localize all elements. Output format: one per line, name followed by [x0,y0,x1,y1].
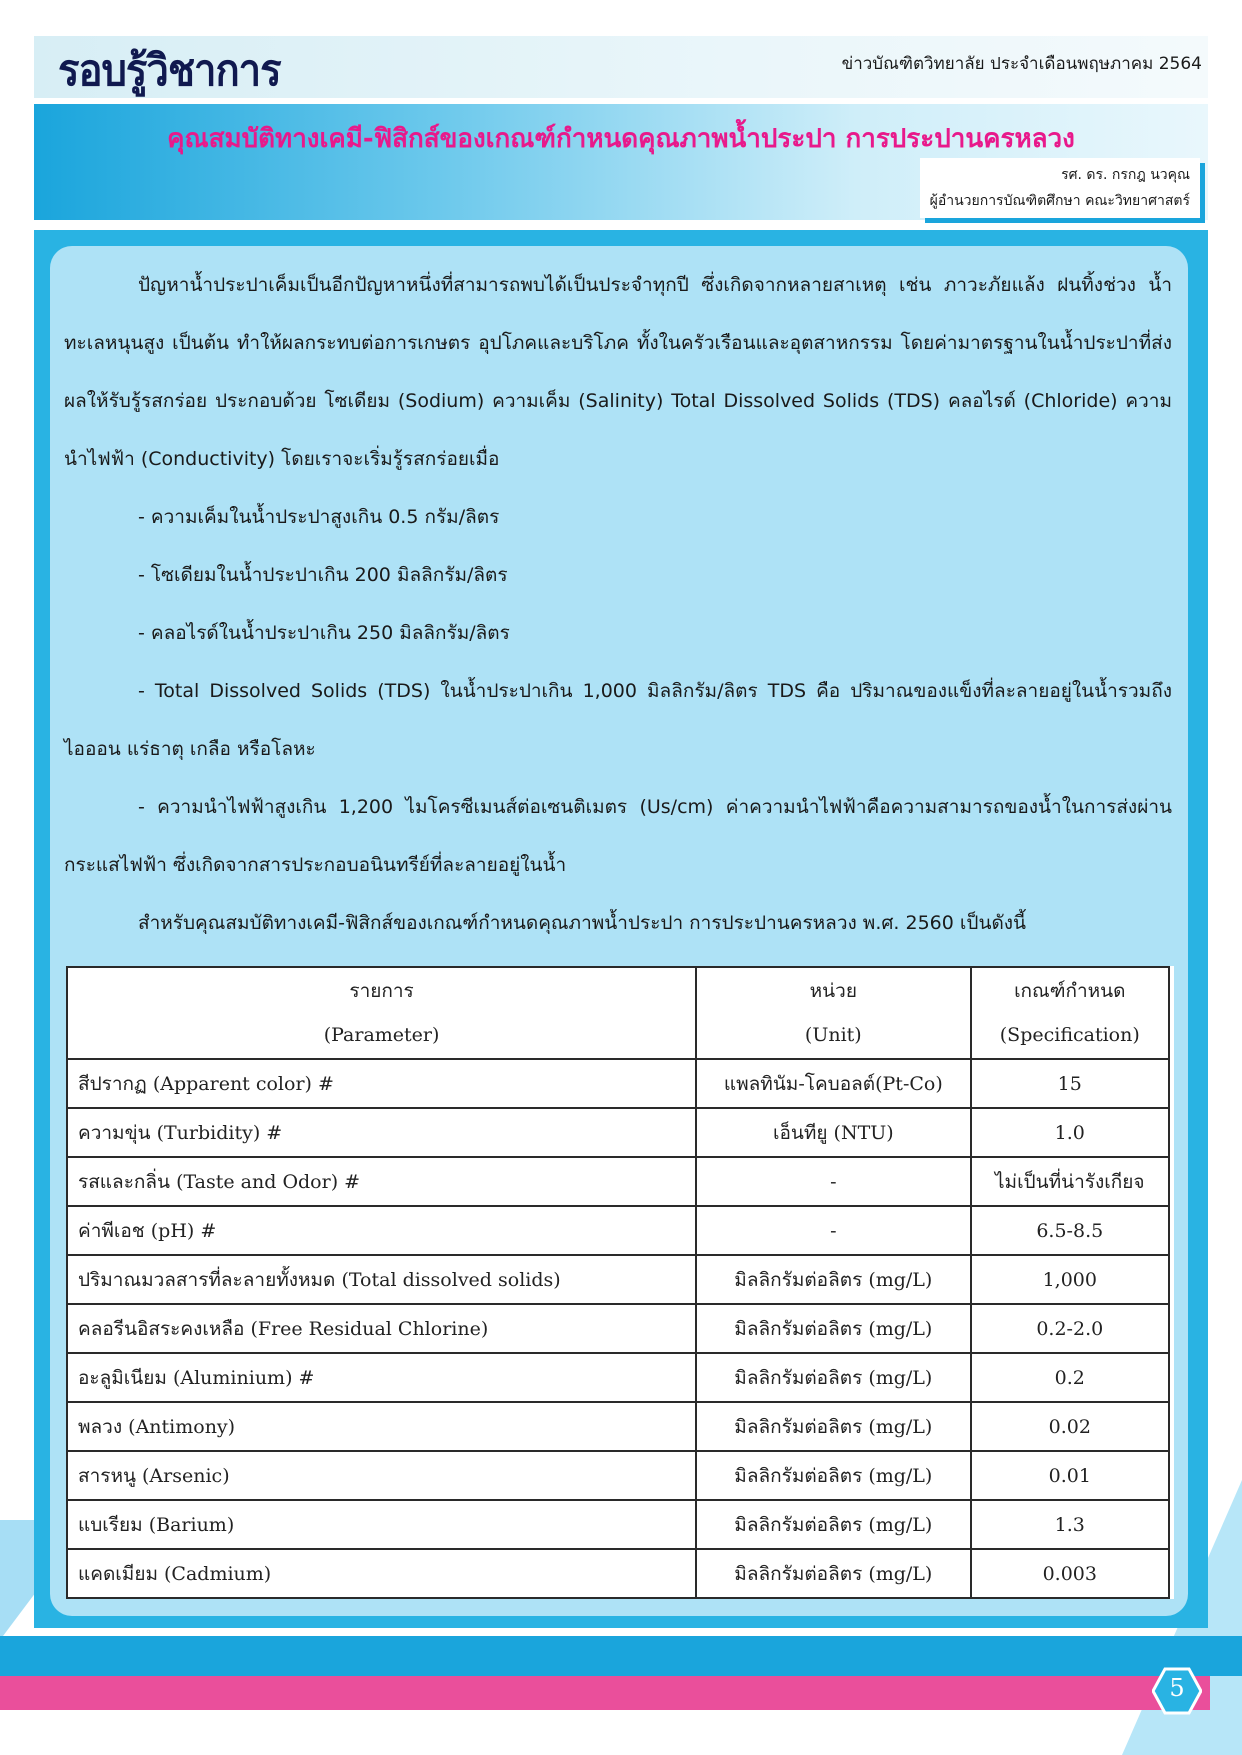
cell-parameter: สารหนู (Arsenic) [67,1451,696,1500]
table-header-row [67,967,1169,1059]
intro-paragraph: ปัญหาน้ำประปาเค็มเป็นอีกปัญหาหนึ่งที่สามารถพบได้เป็นประจำทุกปี ซึ่งเกิดจากหลายสาเหตุ เช่น ภาวะภัยแล้ง ฝนทิ้งช่วง น้ำทะเลหนุนสูง เป็นต้น ทำให้ผลกระทบต่อการเกษตร อุปโภคและบริโภค ทั้งในครัวเรือนและอุตสาหกรรม โดยค่ามาตรฐานในน้ำประปาที่ส่งผลให้รับรู้รสกร่อย ประกอบด้วย โซเดียม (Sodium) ความเค็ม (Salinity) Total Dissolved Solids (TDS) คลอไรด์ (Chloride) ความนำไฟฟ้า (Conductivity) โดยเราจะเริ่มรู้รสกร่อยเมื่อ [64,274,1172,470]
cell-unit: มิลลิกรัมต่อลิตร (mg/L) [696,1402,970,1451]
bullet-chloride: - คลอไรด์ในน้ำประปาเกิน 250 มิลลิกรัม/ลิตร [138,622,510,644]
tds-paragraph: - Total Dissolved Solids (TDS) ในน้ำประปาเกิน 1,000 มิลลิกรัม/ลิตร TDS คือ ปริมาณของแข็งที่ละลายอยู่ในน้ำรวมถึงไอออน แร่ธาตุ เกลือ หรือโลหะ [64,680,1172,760]
cell-parameter: ค่าพีเอช (pH) # [67,1206,696,1255]
table-row [67,1549,1169,1598]
cell-unit: - [696,1206,970,1255]
cell-spec: 1.0 [971,1108,1169,1157]
cell-unit: มิลลิกรัมต่อลิตร (mg/L) [696,1304,970,1353]
header-unit [696,967,970,1059]
cell-spec: ไม่เป็นที่น่ารังเกียจ [971,1157,1169,1206]
cell-spec: 0.003 [971,1549,1169,1598]
cell-unit: เอ็นทียู (NTU) [696,1108,970,1157]
header-spec [971,967,1169,1059]
table-row [67,1500,1169,1549]
table-row [67,1206,1169,1255]
cell-unit: มิลลิกรัมต่อลิตร (mg/L) [696,1255,970,1304]
cell-spec: 0.01 [971,1451,1169,1500]
brand-logo-text: รอบรู้วิชาการ [58,46,281,96]
header-parameter-en: (Parameter) [323,1024,440,1046]
author-name: รศ. ดร. กรกฎ นวคุณ [1061,167,1190,183]
header-spec-th: เกณฑ์กำหนด [1014,980,1126,1002]
table-row [67,1353,1169,1402]
table-row [67,1451,1169,1500]
cell-parameter: ความขุ่น (Turbidity) # [67,1108,696,1157]
cell-unit: แพลทินัม-โคบอลต์(Pt-Co) [696,1059,970,1108]
table-row [67,1255,1169,1304]
cell-unit: มิลลิกรัมต่อลิตร (mg/L) [696,1500,970,1549]
table-row [67,1108,1169,1157]
cell-parameter: ปริมาณมวลสารที่ละลายทั้งหมด (Total dissolved solids) [67,1255,696,1304]
cell-spec: 0.2-2.0 [971,1304,1169,1353]
cell-parameter: แบเรียม (Barium) [67,1500,696,1549]
conductivity-paragraph: - ความนำไฟฟ้าสูงเกิน 1,200 ไมโครซีเมนส์ต่อเซนติเมตร (Us/cm) ค่าความนำไฟฟ้าคือความสามารถของน้ำในการส่งผ่านกระแสไฟฟ้า ซึ่งเกิดจากสารประกอบอนินทรีย์ที่ละลายอยู่ในน้ำ [64,796,1172,876]
page-number: 5 [1169,1674,1185,1702]
header-unit-th: หน่วย [809,980,857,1002]
table-row [67,1059,1169,1108]
article-title: คุณสมบัติทางเคมี-ฟิสิกส์ของเกณฑ์กำหนดคุณภาพน้ำประปา การประปานครหลวง [167,124,1075,154]
bullet-sodium: - โซเดียมในน้ำประปาเกิน 200 มิลลิกรัม/ลิตร [138,564,508,586]
author-box [920,158,1200,218]
footer-pink-band [0,1676,1210,1710]
table-row [67,1402,1169,1451]
cell-spec: 1,000 [971,1255,1169,1304]
cell-parameter: สีปรากฏ (Apparent color) # [67,1059,696,1108]
header-parameter-th: รายการ [349,980,414,1002]
issue-label: ข่าวบัณฑิตวิทยาลัย ประจำเดือนพฤษภาคม 2564 [841,54,1202,74]
cell-spec: 0.2 [971,1353,1169,1402]
article-body [64,256,1172,952]
cell-parameter: อะลูมิเนียม (Aluminium) # [67,1353,696,1402]
header-unit-en: (Unit) [804,1024,862,1046]
cell-spec: 15 [971,1059,1169,1108]
cell-spec: 6.5-8.5 [971,1206,1169,1255]
cell-parameter: รสและกลิ่น (Taste and Odor) # [67,1157,696,1206]
table-row [67,1304,1169,1353]
spec-table-wrapper [66,966,1174,1599]
footer-blue-band [0,1636,1242,1676]
cell-parameter: แคดเมียม (Cadmium) [67,1549,696,1598]
cell-unit: มิลลิกรัมต่อลิตร (mg/L) [696,1549,970,1598]
cell-unit: มิลลิกรัมต่อลิตร (mg/L) [696,1353,970,1402]
water-quality-table [66,966,1170,1599]
cell-spec: 1.3 [971,1500,1169,1549]
header-spec-en: (Specification) [999,1024,1140,1046]
cell-unit: มิลลิกรัมต่อลิตร (mg/L) [696,1451,970,1500]
header-parameter [67,967,696,1059]
cell-parameter: พลวง (Antimony) [67,1402,696,1451]
cell-unit: - [696,1157,970,1206]
cell-parameter: คลอรีนอิสระคงเหลือ (Free Residual Chlorine) [67,1304,696,1353]
closing-paragraph: สำหรับคุณสมบัติทางเคมี-ฟิสิกส์ของเกณฑ์กำหนดคุณภาพน้ำประปา การประปานครหลวง พ.ศ. 2560 เป็นดังนี้ [138,912,1027,934]
author-title: ผู้อำนวยการบัณฑิตศึกษา คณะวิทยาศาสตร์ [929,193,1190,209]
bullet-salinity: - ความเค็มในน้ำประปาสูงเกิน 0.5 กรัม/ลิตร [138,506,500,528]
table-row [67,1157,1169,1206]
cell-spec: 0.02 [971,1402,1169,1451]
